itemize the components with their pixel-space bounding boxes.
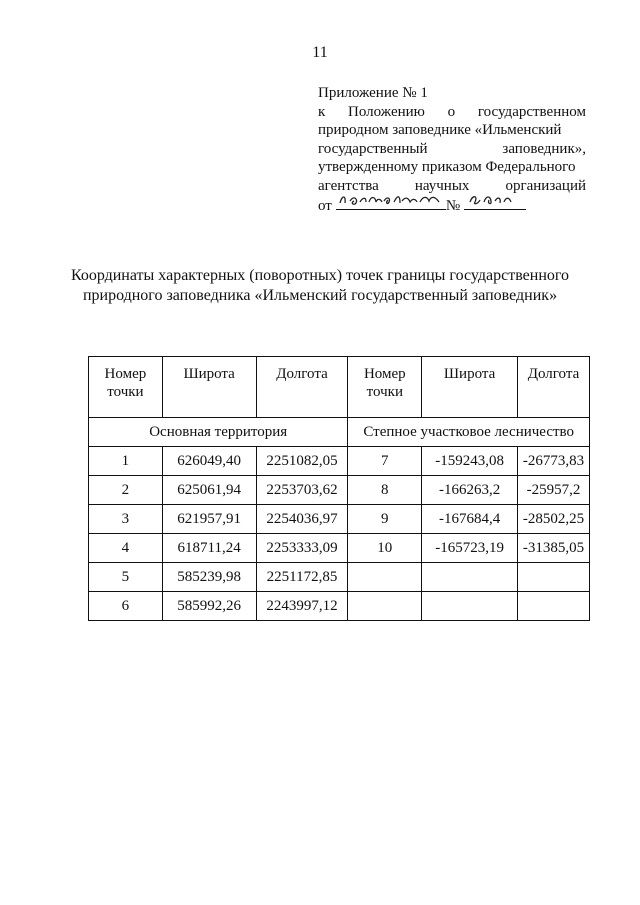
document-title — [40, 266, 600, 306]
handwritten-number-scribble — [464, 189, 526, 209]
table-header-row — [89, 357, 590, 418]
appendix-block — [318, 84, 586, 216]
appendix-line-2 — [318, 103, 586, 122]
order-date-prefix: от — [318, 198, 332, 214]
column-header: Долгота — [256, 357, 348, 418]
column-header: Долгота — [518, 357, 590, 418]
table-section-row — [89, 418, 590, 447]
appendix-word: заповедник», — [502, 140, 586, 157]
appendix-word: государственный — [318, 140, 428, 157]
table-cell: 2243997,12 — [256, 592, 348, 621]
table-cell — [348, 592, 422, 621]
table-cell: 3 — [89, 505, 163, 534]
table-cell: 585992,26 — [162, 592, 256, 621]
table-cell: 9 — [348, 505, 422, 534]
table-cell: 585239,98 — [162, 563, 256, 592]
column-header: Широта — [162, 357, 256, 418]
title-line-2: природного заповедника «Ильменский государственный заповедник» — [82, 287, 558, 304]
table-cell — [422, 563, 518, 592]
table-cell: 10 — [348, 534, 422, 563]
table-cell: 8 — [348, 476, 422, 505]
table-cell: -28502,25 — [518, 505, 590, 534]
table-cell: 2253333,09 — [256, 534, 348, 563]
table-cell: 626049,40 — [162, 447, 256, 476]
appendix-word: о — [447, 103, 456, 120]
table-cell: -31385,05 — [518, 534, 590, 563]
table-row — [89, 476, 590, 505]
section-steppe-forestry: Степное участковое лесничество — [348, 418, 590, 447]
table-row — [89, 505, 590, 534]
handwritten-date — [336, 195, 446, 210]
appendix-line-4 — [318, 140, 586, 159]
table-cell — [518, 592, 590, 621]
table-cell: 2254036,97 — [256, 505, 348, 534]
appendix-word: научных — [414, 177, 470, 194]
appendix-word: организаций — [505, 177, 586, 194]
table-cell: 625061,94 — [162, 476, 256, 505]
table-cell: -166263,2 — [422, 476, 518, 505]
table-cell: -26773,83 — [518, 447, 590, 476]
appendix-word: Положению — [348, 103, 425, 120]
column-header: Номер точки — [348, 357, 422, 418]
table-cell: 621957,91 — [162, 505, 256, 534]
order-number-sign: № — [445, 198, 461, 214]
appendix-word: агентства — [318, 177, 379, 194]
appendix-line-5: утвержденному приказом Федерального — [318, 159, 576, 175]
table-cell — [422, 592, 518, 621]
table-cell: -25957,2 — [518, 476, 590, 505]
table-row — [89, 447, 590, 476]
coordinates-table — [88, 356, 590, 621]
column-header: Номер точки — [89, 357, 163, 418]
title-line-1: Координаты характерных (поворотных) точек границы государственного — [70, 267, 570, 284]
table-cell — [348, 563, 422, 592]
table-cell: 7 — [348, 447, 422, 476]
table-cell: 4 — [89, 534, 163, 563]
section-main-territory: Основная территория — [89, 418, 348, 447]
table-cell: 6 — [89, 592, 163, 621]
page-number: 11 — [312, 44, 328, 61]
column-header: Широта — [422, 357, 518, 418]
appendix-heading: Приложение № 1 — [318, 85, 428, 101]
table-cell — [518, 563, 590, 592]
table-cell: -159243,08 — [422, 447, 518, 476]
table-cell: 2253703,62 — [256, 476, 348, 505]
appendix-word: к — [318, 103, 326, 120]
appendix-line-3: природном заповеднике «Ильменский — [318, 122, 562, 138]
table-row — [89, 592, 590, 621]
table-cell: 2 — [89, 476, 163, 505]
table-cell: 5 — [89, 563, 163, 592]
appendix-order-line — [318, 195, 586, 216]
table-row — [89, 563, 590, 592]
table-cell: 2251172,85 — [256, 563, 348, 592]
table-cell: -165723,19 — [422, 534, 518, 563]
table-cell: 618711,24 — [162, 534, 256, 563]
handwritten-date-scribble — [336, 189, 446, 209]
appendix-word: государственном — [477, 103, 586, 120]
table-cell: -167684,4 — [422, 505, 518, 534]
table-cell: 2251082,05 — [256, 447, 348, 476]
table-cell: 1 — [89, 447, 163, 476]
table-row — [89, 534, 590, 563]
handwritten-number — [464, 195, 526, 210]
